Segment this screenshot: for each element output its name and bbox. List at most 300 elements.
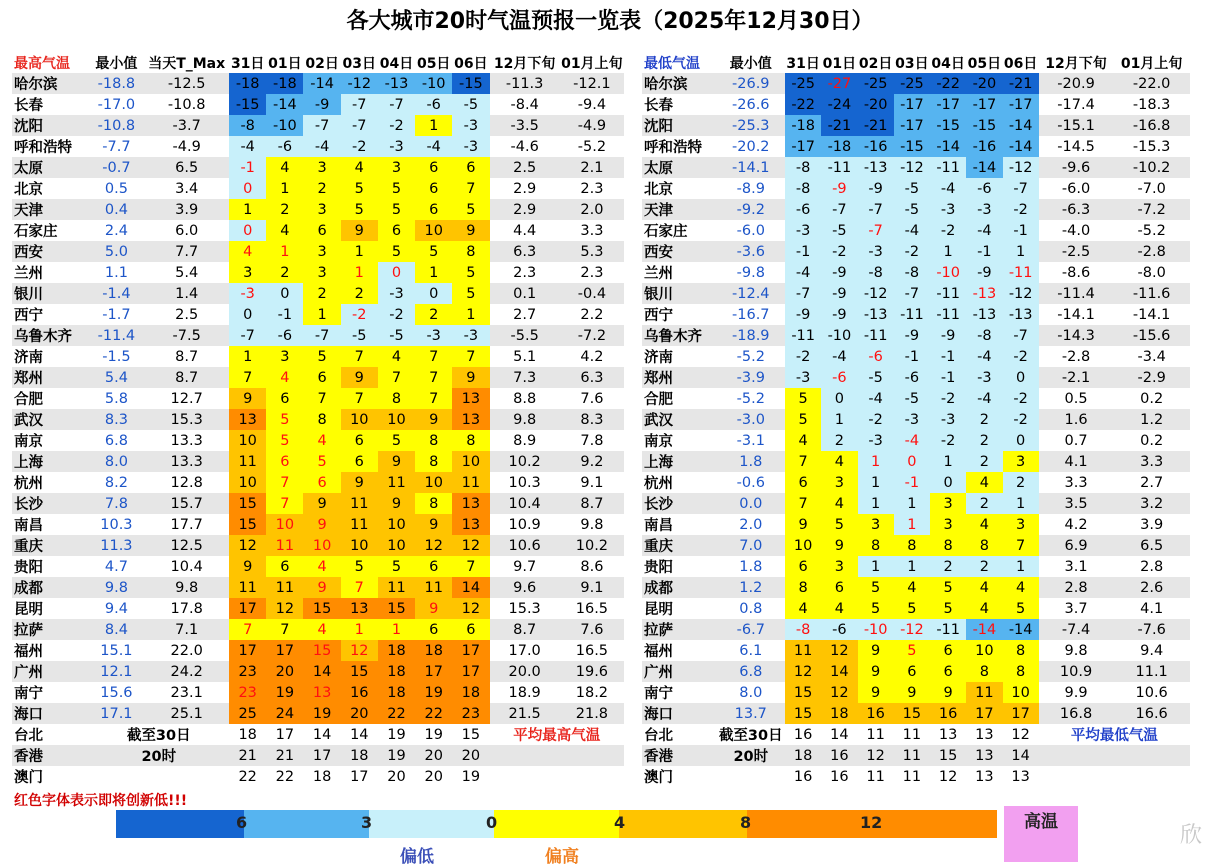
forecast-cell: 13 <box>341 598 378 619</box>
forecast-cell: -11 <box>1003 262 1039 283</box>
record-min-value: -1.5 <box>89 346 145 367</box>
today-max-value: 8.7 <box>144 346 229 367</box>
jan-average: 2.2 <box>560 304 624 325</box>
column-header: 最小值 <box>729 55 772 72</box>
table-row <box>642 640 1190 661</box>
forecast-cell: -18 <box>229 73 266 94</box>
dec-average: 9.6 <box>490 577 560 598</box>
forecast-cell: 15 <box>303 598 340 619</box>
forecast-cell: -17 <box>785 136 821 157</box>
forecast-cell: -18 <box>785 115 821 136</box>
forecast-cell: 13 <box>966 766 1002 787</box>
dec-average: -14.5 <box>1039 136 1114 157</box>
forecast-cell: 2 <box>966 493 1002 514</box>
forecast-cell: 11 <box>415 577 452 598</box>
city-name: 西宁 <box>642 304 717 325</box>
city-name: 福州 <box>642 640 717 661</box>
forecast-cell: 11 <box>894 724 930 745</box>
forecast-cell: -3 <box>858 430 894 451</box>
jan-average: -7.2 <box>560 325 624 346</box>
forecast-cell: -2 <box>1003 346 1039 367</box>
jan-average: 3.3 <box>560 220 624 241</box>
forecast-cell: -2 <box>930 430 966 451</box>
forecast-cell: 5 <box>894 640 930 661</box>
forecast-cell: -2 <box>785 346 821 367</box>
dec-average: -14.1 <box>1039 304 1114 325</box>
forecast-cell: 7 <box>266 472 303 493</box>
legend-swatch <box>369 810 494 838</box>
today-max-value: 22.0 <box>144 640 229 661</box>
table-row <box>642 157 1190 178</box>
forecast-cell: 23 <box>452 703 489 724</box>
forecast-cell: -5 <box>341 325 378 346</box>
table-row <box>12 136 624 157</box>
forecast-cell: 6 <box>452 619 489 640</box>
today-max-value: 12.7 <box>144 388 229 409</box>
forecast-cell: 6 <box>415 199 452 220</box>
forecast-cell: 13 <box>966 745 1002 766</box>
table-row <box>642 619 1190 640</box>
forecast-cell: 14 <box>821 661 857 682</box>
forecast-cell: -6 <box>415 94 452 115</box>
forecast-cell: 9 <box>378 451 415 472</box>
forecast-cell: -12 <box>894 157 930 178</box>
forecast-cell: 7 <box>452 178 489 199</box>
city-name: 哈尔滨 <box>12 73 89 94</box>
forecast-cell: 0 <box>821 388 857 409</box>
today-max-value: 3.4 <box>144 178 229 199</box>
legend-tick: 6 <box>236 813 248 832</box>
forecast-cell: 14 <box>1003 745 1039 766</box>
record-min-value: 2.0 <box>717 514 786 535</box>
forecast-cell: 2 <box>966 409 1002 430</box>
forecast-cell: 12 <box>821 640 857 661</box>
table-row <box>12 262 624 283</box>
record-min-value: -18.8 <box>89 73 145 94</box>
jan-average: -14.1 <box>1113 304 1190 325</box>
table-row <box>642 514 1190 535</box>
table-row <box>642 115 1190 136</box>
table-row <box>642 556 1190 577</box>
forecast-cell: 9 <box>415 409 452 430</box>
table-row <box>12 598 624 619</box>
table-row <box>642 241 1190 262</box>
forecast-cell: 9 <box>303 577 340 598</box>
forecast-cell: 10 <box>785 535 821 556</box>
record-min-value: -14.1 <box>717 157 786 178</box>
table-row <box>642 682 1190 703</box>
today-max-value: 23.1 <box>144 682 229 703</box>
legend-hot-box <box>1004 806 1078 862</box>
forecast-cell: -7 <box>1003 325 1039 346</box>
column-header: 04日 <box>379 55 414 72</box>
forecast-cell: 4 <box>303 556 340 577</box>
table-row <box>642 283 1190 304</box>
forecast-cell: -3 <box>894 409 930 430</box>
dec-average: 10.9 <box>490 514 560 535</box>
forecast-cell: -8 <box>785 157 821 178</box>
forecast-cell: -24 <box>821 94 857 115</box>
forecast-cell: 16 <box>821 745 857 766</box>
table-row <box>12 430 624 451</box>
forecast-cell: 7 <box>266 493 303 514</box>
dec-average: 3.7 <box>1039 598 1114 619</box>
forecast-cell: 4 <box>303 619 340 640</box>
forecast-cell: 2 <box>303 178 340 199</box>
forecast-cell: -3 <box>452 136 489 157</box>
forecast-cell: 15 <box>894 703 930 724</box>
forecast-cell: -10 <box>821 325 857 346</box>
forecast-cell: 8 <box>378 388 415 409</box>
table-row <box>642 703 1190 724</box>
column-header: 01月上旬 <box>1120 55 1183 72</box>
dec-average: -11.3 <box>490 73 560 94</box>
table-row <box>642 451 1190 472</box>
forecast-cell: 13 <box>930 724 966 745</box>
record-min-value: -3.9 <box>717 367 786 388</box>
jan-average: -8.0 <box>1113 262 1190 283</box>
forecast-cell: -14 <box>303 73 340 94</box>
city-name: 南京 <box>642 430 717 451</box>
max-table-header <box>12 52 624 73</box>
table-row <box>642 535 1190 556</box>
forecast-cell: 5 <box>452 283 489 304</box>
jan-average: 7.6 <box>560 619 624 640</box>
forecast-cell: -1 <box>1003 220 1039 241</box>
dec-average: 1.6 <box>1039 409 1114 430</box>
forecast-cell: 5 <box>303 346 340 367</box>
forecast-cell: 4 <box>821 493 857 514</box>
table-row <box>12 73 624 94</box>
forecast-cell: -15 <box>894 136 930 157</box>
city-name: 澳门 <box>642 766 717 787</box>
record-min-value: -17.0 <box>89 94 145 115</box>
dec-average: 9.8 <box>490 409 560 430</box>
forecast-cell: 0 <box>1003 367 1039 388</box>
period-note: 20时 <box>717 745 786 766</box>
legend-tick: 4 <box>614 813 626 832</box>
forecast-cell: 11 <box>229 451 266 472</box>
city-name: 贵阳 <box>12 556 89 577</box>
city-name: 南昌 <box>642 514 717 535</box>
city-name: 沈阳 <box>12 115 89 136</box>
forecast-cell: 11 <box>785 640 821 661</box>
jan-average: 4.2 <box>560 346 624 367</box>
forecast-cell: 22 <box>415 703 452 724</box>
forecast-cell: -13 <box>1003 304 1039 325</box>
dec-average: -15.1 <box>1039 115 1114 136</box>
city-name: 台北 <box>642 724 717 745</box>
jan-average: -7.0 <box>1113 178 1190 199</box>
legend-tick: 3 <box>361 813 373 832</box>
dec-average: 3.5 <box>1039 493 1114 514</box>
table-row <box>642 346 1190 367</box>
forecast-cell: 9 <box>785 514 821 535</box>
forecast-cell: 5 <box>415 241 452 262</box>
forecast-cell: 4 <box>966 514 1002 535</box>
forecast-cell: 5 <box>378 430 415 451</box>
dec-average: 0.1 <box>490 283 560 304</box>
forecast-cell: -3 <box>452 115 489 136</box>
forecast-cell: 9 <box>341 220 378 241</box>
forecast-cell: -5 <box>378 325 415 346</box>
forecast-cell: 8 <box>415 493 452 514</box>
jan-average: 2.0 <box>560 199 624 220</box>
today-max-value: 8.7 <box>144 367 229 388</box>
legend-note: 红色字体表示即将创新低!!! <box>14 793 188 809</box>
forecast-cell: 1 <box>415 262 452 283</box>
forecast-cell: 0 <box>930 472 966 493</box>
forecast-cell: 2 <box>821 430 857 451</box>
dec-average: 2.3 <box>490 262 560 283</box>
column-header: 01日 <box>822 55 857 72</box>
legend-swatch <box>619 810 747 838</box>
jan-average: -3.4 <box>1113 346 1190 367</box>
jan-average: 9.1 <box>560 577 624 598</box>
forecast-cell: 5 <box>930 577 966 598</box>
forecast-cell: 4 <box>821 598 857 619</box>
jan-average: -2.9 <box>1113 367 1190 388</box>
forecast-cell: 8 <box>858 535 894 556</box>
forecast-cell: 1 <box>415 115 452 136</box>
dec-average: 8.9 <box>490 430 560 451</box>
forecast-cell: 3 <box>303 199 340 220</box>
jan-average: 7.6 <box>560 388 624 409</box>
city-name: 广州 <box>642 661 717 682</box>
table-row <box>642 220 1190 241</box>
dec-average: 21.5 <box>490 703 560 724</box>
forecast-cell: -11 <box>858 325 894 346</box>
record-min-value: 0.0 <box>717 493 786 514</box>
forecast-cell: -3 <box>930 409 966 430</box>
forecast-cell: 8 <box>415 430 452 451</box>
forecast-cell: 9 <box>821 535 857 556</box>
forecast-cell: -1 <box>930 346 966 367</box>
forecast-cell: 8 <box>966 535 1002 556</box>
forecast-cell: 10 <box>229 472 266 493</box>
city-name: 乌鲁木齐 <box>12 325 89 346</box>
table-row <box>12 493 624 514</box>
forecast-cell: 3 <box>303 262 340 283</box>
forecast-cell: 1 <box>341 262 378 283</box>
min-table-header <box>642 52 1190 73</box>
jan-average: -15.6 <box>1113 325 1190 346</box>
forecast-cell: -6 <box>266 325 303 346</box>
forecast-cell: 25 <box>229 703 266 724</box>
record-min-value: 9.4 <box>89 598 145 619</box>
forecast-cell: 1 <box>930 451 966 472</box>
record-min-value: -9.8 <box>717 262 786 283</box>
column-header: 最高气温 <box>14 55 70 72</box>
jan-average: 0.2 <box>1113 430 1190 451</box>
city-name: 长沙 <box>12 493 89 514</box>
forecast-cell: -12 <box>894 619 930 640</box>
forecast-cell: -2 <box>1003 199 1039 220</box>
forecast-cell: 20 <box>415 745 452 766</box>
forecast-cell: 5 <box>266 409 303 430</box>
legend-swatch <box>244 810 369 838</box>
forecast-cell: 7 <box>785 451 821 472</box>
forecast-cell: 2 <box>266 262 303 283</box>
dec-average: 10.6 <box>490 535 560 556</box>
jan-average <box>560 745 624 766</box>
forecast-cell: -11 <box>930 304 966 325</box>
today-max-value: 13.3 <box>144 451 229 472</box>
jan-average: -5.2 <box>1113 220 1190 241</box>
forecast-cell: 2 <box>1003 472 1039 493</box>
city-name: 重庆 <box>642 535 717 556</box>
forecast-cell: -4 <box>858 388 894 409</box>
forecast-cell: 5 <box>452 199 489 220</box>
legend-warm-label: 偏高 <box>545 847 579 867</box>
record-min-value: 8.0 <box>717 682 786 703</box>
forecast-cell: 16 <box>785 766 821 787</box>
forecast-cell: 4 <box>821 451 857 472</box>
forecast-cell: 2 <box>341 283 378 304</box>
forecast-cell: 12 <box>415 535 452 556</box>
forecast-cell: -13 <box>858 304 894 325</box>
forecast-cell: 2 <box>266 199 303 220</box>
city-name: 长春 <box>12 94 89 115</box>
dec-average: 4.4 <box>490 220 560 241</box>
forecast-cell: 17 <box>229 598 266 619</box>
city-name: 成都 <box>642 577 717 598</box>
city-name: 北京 <box>642 178 717 199</box>
dec-average: -17.4 <box>1039 94 1114 115</box>
record-min-value: -5.2 <box>717 388 786 409</box>
forecast-cell: 16 <box>821 766 857 787</box>
forecast-cell: 11 <box>266 577 303 598</box>
forecast-cell: 4 <box>785 598 821 619</box>
dec-average <box>1039 766 1114 787</box>
forecast-cell: -7 <box>229 325 266 346</box>
forecast-cell: 15 <box>229 493 266 514</box>
forecast-cell: -4 <box>415 136 452 157</box>
forecast-cell: -16 <box>858 136 894 157</box>
forecast-cell: 20 <box>452 745 489 766</box>
record-min-value: -16.7 <box>717 304 786 325</box>
jan-average: -9.4 <box>560 94 624 115</box>
forecast-cell: 19 <box>266 682 303 703</box>
forecast-cell: 6 <box>378 220 415 241</box>
jan-average: -7.6 <box>1113 619 1190 640</box>
forecast-cell: -15 <box>452 73 489 94</box>
record-min-value: -9.2 <box>717 199 786 220</box>
jan-average: 10.2 <box>560 535 624 556</box>
page-title: 各大城市20时气温预报一览表（2025年12月30日） <box>346 9 874 34</box>
forecast-cell: -7 <box>858 220 894 241</box>
table-row <box>642 325 1190 346</box>
dec-average: 10.2 <box>490 451 560 472</box>
dec-average: 10.3 <box>490 472 560 493</box>
forecast-cell: 15 <box>930 745 966 766</box>
dec-average: -8.4 <box>490 94 560 115</box>
forecast-cell: 13 <box>229 409 266 430</box>
forecast-cell: -17 <box>894 115 930 136</box>
dec-average: -20.9 <box>1039 73 1114 94</box>
forecast-cell: 1 <box>229 346 266 367</box>
column-header: 当天T_Max <box>148 55 226 72</box>
forecast-cell: -8 <box>858 262 894 283</box>
dec-average: -7.4 <box>1039 619 1114 640</box>
forecast-cell: -7 <box>303 325 340 346</box>
city-name: 银川 <box>12 283 89 304</box>
table-row <box>12 619 624 640</box>
city-name: 重庆 <box>12 535 89 556</box>
forecast-cell: 6 <box>303 367 340 388</box>
forecast-cell: 23 <box>229 682 266 703</box>
forecast-cell: -8 <box>229 115 266 136</box>
forecast-cell: 1 <box>894 556 930 577</box>
forecast-cell: 8 <box>452 241 489 262</box>
table-row <box>12 157 624 178</box>
forecast-cell: 18 <box>785 745 821 766</box>
forecast-cell: 11 <box>266 535 303 556</box>
record-min-value: 5.4 <box>89 367 145 388</box>
forecast-cell: 8 <box>785 577 821 598</box>
forecast-cell: 8 <box>966 661 1002 682</box>
city-name: 郑州 <box>12 367 89 388</box>
table-row <box>642 745 1190 766</box>
today-max-value: 17.7 <box>144 514 229 535</box>
forecast-cell: -1 <box>894 346 930 367</box>
table-row <box>642 304 1190 325</box>
record-min-value: 15.6 <box>89 682 145 703</box>
forecast-cell: 9 <box>452 367 489 388</box>
forecast-cell: 15 <box>785 682 821 703</box>
forecast-cell: -12 <box>1003 283 1039 304</box>
today-max-value: 12.8 <box>144 472 229 493</box>
forecast-cell: 15 <box>341 661 378 682</box>
forecast-cell: -6 <box>821 619 857 640</box>
forecast-cell: 1 <box>894 493 930 514</box>
city-name: 香港 <box>642 745 717 766</box>
forecast-cell: 8 <box>894 535 930 556</box>
dec-average: 3.3 <box>1039 472 1114 493</box>
forecast-cell: 15 <box>229 514 266 535</box>
forecast-cell: -3 <box>966 199 1002 220</box>
forecast-cell: 18 <box>378 661 415 682</box>
forecast-cell: 1 <box>341 241 378 262</box>
column-header: 06日 <box>1003 55 1038 72</box>
record-min-value: 2.4 <box>89 220 145 241</box>
forecast-cell: 11 <box>894 766 930 787</box>
dec-average: -14.3 <box>1039 325 1114 346</box>
record-min-value: -10.8 <box>89 115 145 136</box>
forecast-cell: 8 <box>415 451 452 472</box>
record-min-value: -8.9 <box>717 178 786 199</box>
city-name: 澳门 <box>12 766 89 787</box>
dec-average: 8.7 <box>490 619 560 640</box>
period-note: 20时 <box>89 745 230 766</box>
forecast-cell: -3 <box>785 220 821 241</box>
forecast-cell: 17 <box>415 661 452 682</box>
forecast-cell: -21 <box>821 115 857 136</box>
forecast-cell: 3 <box>303 241 340 262</box>
forecast-cell: -6 <box>785 199 821 220</box>
jan-average: 18.2 <box>560 682 624 703</box>
forecast-cell: -7 <box>785 283 821 304</box>
forecast-cell: 12 <box>229 535 266 556</box>
forecast-cell: -7 <box>303 115 340 136</box>
forecast-cell: -17 <box>966 94 1002 115</box>
forecast-cell: 12 <box>266 598 303 619</box>
dec-average: 9.9 <box>1039 682 1114 703</box>
forecast-cell: 6 <box>415 556 452 577</box>
record-min-value: -20.2 <box>717 136 786 157</box>
today-max-value: 2.5 <box>144 304 229 325</box>
dec-average: -6.3 <box>1039 199 1114 220</box>
